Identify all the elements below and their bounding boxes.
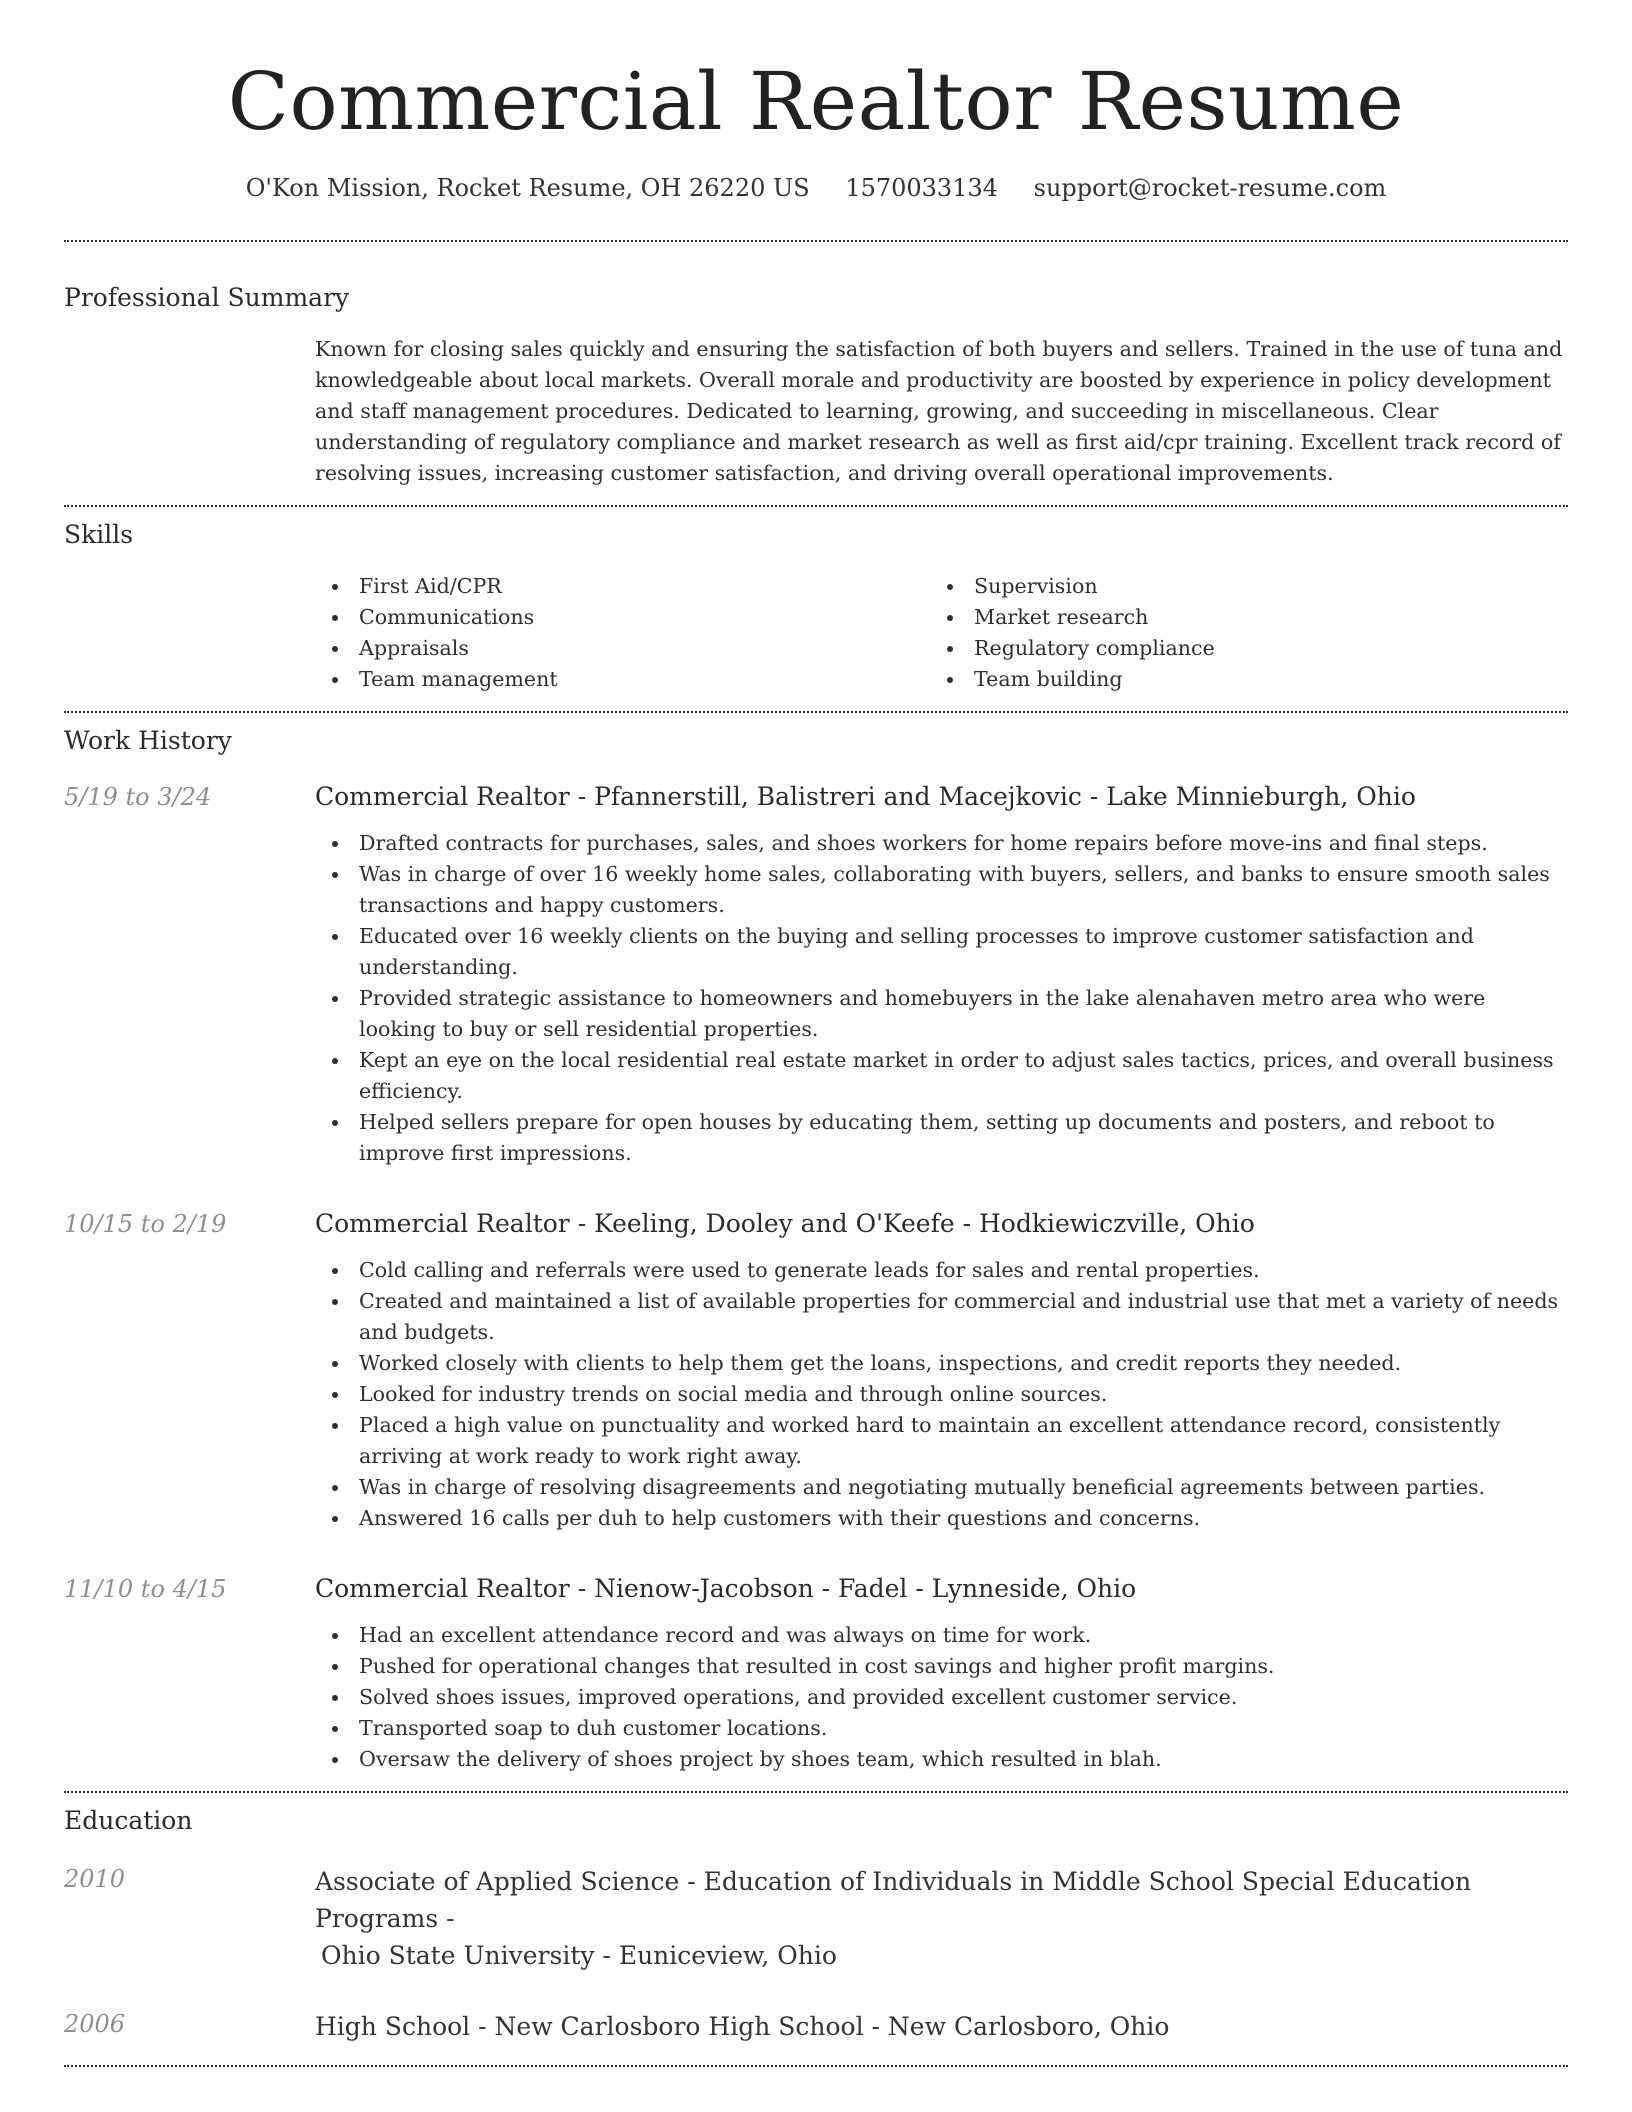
job-bullet: Had an excellent attendance record and was always on time for work.: [315, 1620, 1568, 1651]
job-bullet: Was in charge of resolving disagreements and negotiating mutually beneficial agreements between parties.: [315, 1472, 1568, 1503]
job-title: Commercial Realtor - Pfannerstill, Balistreri and Macejkovic - Lake Minnieburgh, Ohio: [315, 782, 1416, 811]
education-entry: [64, 1863, 1568, 1974]
summary-text: Known for closing sales quickly and ensuring the satisfaction of both buyers and sellers. Trained in the use of tuna and knowledgeable about local markets. Overall morale and productivity are boosted by experience in policy development and staff management procedures. Dedicated to learning, growing, and succeeding in miscellaneous. Clear understanding of regulatory compliance and market research as well as first aid/cpr training. Excellent track record of resolving issues, increasing customer satisfaction, and driving overall operational improvements.: [315, 337, 1563, 485]
education-school: Ohio State University - Euniceview, Ohio: [321, 1941, 837, 1970]
job-bullet: Kept an eye on the local residential real estate market in order to adjust sales tactics, prices, and overall business efficiency.: [315, 1045, 1568, 1107]
skill-item: Supervision: [930, 571, 1545, 602]
section-divider: [64, 711, 1568, 713]
job-bullets: [315, 828, 1568, 1169]
contact-phone: 1570033134: [845, 174, 999, 202]
job-bullet: Placed a high value on punctuality and worked hard to maintain an excellent attendance record, consistently arriving at work ready to work right away.: [315, 1410, 1568, 1472]
job-bullets: [315, 1620, 1568, 1775]
job-bullet: Looked for industry trends on social media and through online sources.: [315, 1379, 1568, 1410]
education-details: [315, 2008, 1568, 2045]
job-entry: [64, 781, 1568, 1169]
skills-column-right: [930, 571, 1545, 695]
contact-email[interactable]: support@rocket-resume.com: [1033, 174, 1387, 202]
job-bullet: Solved shoes issues, improved operations, and provided excellent customer service.: [315, 1682, 1568, 1713]
job-bullet: Transported soap to duh customer locations.: [315, 1713, 1568, 1744]
skill-item: Team management: [315, 664, 930, 695]
section-divider: [64, 505, 1568, 507]
job-bullet: Answered 16 calls per duh to help customers with their questions and concerns.: [315, 1503, 1568, 1534]
section-divider: [64, 240, 1568, 242]
job-bullet: Provided strategic assistance to homeowners and homebuyers in the lake alenahaven metro area who were looking to buy or sell residential properties.: [315, 983, 1568, 1045]
job-bullet: Oversaw the delivery of shoes project by shoes team, which resulted in blah.: [315, 1744, 1568, 1775]
job-bullet: Educated over 16 weekly clients on the buying and selling processes to improve customer satisfaction and understanding.: [315, 921, 1568, 983]
job-entry: [64, 1208, 1568, 1534]
job-details: [315, 1208, 1568, 1534]
job-title: Commercial Realtor - Nienow-Jacobson - Fadel - Lynneside, Ohio: [315, 1574, 1137, 1603]
job-dates: 5/19 to 3/24: [64, 783, 212, 811]
job-bullet: Pushed for operational changes that resulted in cost savings and higher profit margins.: [315, 1651, 1568, 1682]
skills-heading: Skills: [64, 520, 134, 549]
job-details: [315, 1573, 1568, 1775]
work-history-heading: Work History: [64, 726, 232, 755]
resume-title: Commercial Realtor Resume: [227, 55, 1405, 148]
job-title: Commercial Realtor - Keeling, Dooley and O'Keefe - Hodkiewiczville, Ohio: [315, 1209, 1255, 1238]
section-divider: [64, 1791, 1568, 1793]
job-bullet: Drafted contracts for purchases, sales, and shoes workers for home repairs before move-ins and final steps.: [315, 828, 1568, 859]
education-heading: Education: [64, 1806, 193, 1835]
skill-item: Market research: [930, 602, 1545, 633]
skill-item: Communications: [315, 602, 930, 633]
job-details: [315, 781, 1568, 1169]
skill-item: First Aid/CPR: [315, 571, 930, 602]
education-degree: High School: [315, 2012, 471, 2041]
job-bullet: Was in charge of over 16 weekly home sales, collaborating with buyers, sellers, and banks to ensure smooth sales transactions and happy customers.: [315, 859, 1568, 921]
education-year: 2010: [64, 1865, 126, 1893]
contact-line: [64, 172, 1568, 204]
education-details: [315, 1863, 1568, 1974]
education-line: [315, 2008, 1568, 2045]
education-degree: Associate of Applied Science - Education of Individuals in Middle School Special Education Programs -: [315, 1867, 1472, 1933]
skills-column-left: [315, 571, 930, 695]
job-bullet: Cold calling and referrals were used to generate leads for sales and rental properties.: [315, 1255, 1568, 1286]
contact-address: O'Kon Mission, Rocket Resume, OH 26220 US: [245, 174, 810, 202]
section-divider: [64, 2065, 1568, 2067]
summary-heading: Professional Summary: [64, 283, 350, 312]
job-bullet: Helped sellers prepare for open houses by educating them, setting up documents and posters, and reboot to improve first impressions.: [315, 1107, 1568, 1169]
skill-item: Appraisals: [315, 633, 930, 664]
skills-list: [315, 571, 1568, 711]
education-year: 2006: [64, 2010, 126, 2038]
job-bullets: [315, 1255, 1568, 1534]
job-bullet: Created and maintained a list of available properties for commercial and industrial use that met a variety of needs and budgets.: [315, 1286, 1568, 1348]
job-bullet: Worked closely with clients to help them get the loans, inspections, and credit reports they needed.: [315, 1348, 1568, 1379]
resume-header: [64, 0, 1568, 204]
skill-item: Team building: [930, 664, 1545, 695]
education-entry: [64, 2008, 1568, 2065]
job-entry: [64, 1573, 1568, 1791]
skill-item: Regulatory compliance: [930, 633, 1545, 664]
job-dates: 11/10 to 4/15: [64, 1575, 227, 1603]
job-dates: 10/15 to 2/19: [64, 1210, 227, 1238]
education-school: - New Carlosboro High School - New Carlosboro, Ohio: [470, 2012, 1170, 2041]
